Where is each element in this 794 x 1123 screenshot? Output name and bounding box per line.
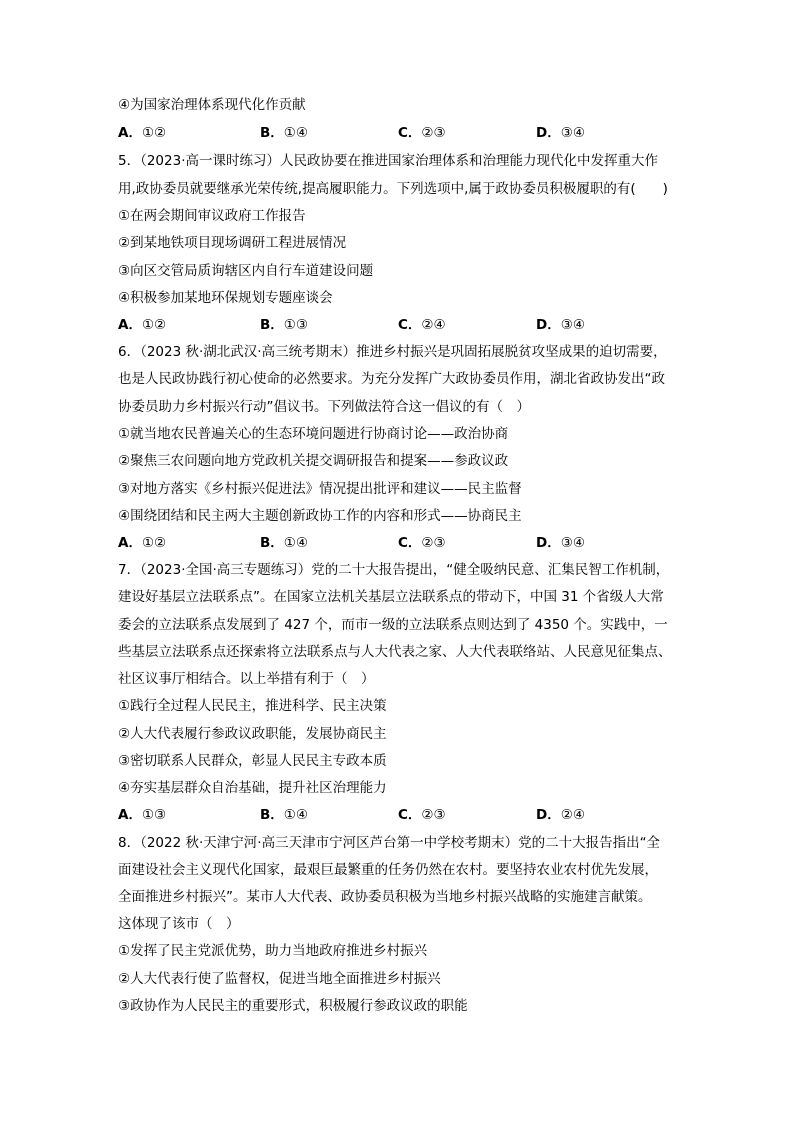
text-line: 也是人民政协践行初心使命的必然要求。为充分发挥广大政协委员作用，湖北省政协发出“政: [118, 371, 665, 387]
choice-1: ①在两会期间审议政府工作报告: [118, 208, 306, 224]
choice-4: ④积极参加某地环保规划专题座谈会: [118, 290, 333, 306]
text-line: 社区议事厅相结合。以上举措有利于（ ）: [118, 671, 375, 687]
question-6-stem: 6．（2023 秋·湖北武汉·高三统考期末）推进乡村振兴是巩固拓展脱贫攻坚成果的迫切需要，: [118, 344, 667, 360]
option-c: C．②③: [398, 125, 446, 141]
choice-4: ④夯实基层群众自治基础，提升社区治理能力: [118, 780, 387, 796]
option-c: C．②③: [398, 535, 446, 551]
choice-3: ③政协作为人民民主的重要形式，积极履行参政议政的职能: [118, 998, 468, 1014]
choice-1: ①践行全过程人民民主，推进科学、民主决策: [118, 698, 387, 714]
text-line: 些基层立法联系点还探索将立法联系点与人大代表之家、人大代表联络站、人民意见征集点、: [118, 644, 672, 660]
choice-3: ③密切联系人民群众，彰显人民民主专政本质: [118, 753, 387, 769]
choice-3: ③向区交管局质询辖区内自行车道建设问题: [118, 263, 374, 279]
choice-2: ②人大代表行使了监督权，促进当地全面推进乡村振兴: [118, 971, 441, 987]
option-a: A．①②: [118, 535, 167, 551]
question-8-stem: 8．（2022 秋·天津宁河·高三天津市宁河区芦台第一中学校考期末）党的二十大报告指出“全: [118, 835, 661, 851]
option-b: B．①③: [260, 317, 309, 333]
answer-options-q6: [118, 534, 678, 552]
text-line: 委会的立法联系点发展到了 427 个，而市一级的立法联系点则达到了 4350 个。实践中，一: [118, 617, 668, 633]
choice-2: ②聚焦三农问题向地方党政机关提交调研报告和提案——参政议政: [118, 453, 509, 469]
choice-1: ①发挥了民主党派优势，助力当地政府推进乡村振兴: [118, 943, 428, 959]
option-b: B．①④: [260, 807, 309, 823]
choice-4: ④围绕团结和民主两大主题创新政协工作的内容和形式——协商民主: [118, 508, 522, 524]
text-line: 建设好基层立法联系点”。在国家立法机关基层立法联系点的带动下，中国 31 个省级人大常: [118, 589, 664, 605]
option-a: A．①②: [118, 125, 167, 141]
option-b: B．①④: [260, 125, 309, 141]
text-line: 协委员助力乡村振兴行动”倡议书。下列做法符合这一倡议的有（ ）: [118, 399, 530, 415]
choice-2: ②到某地铁项目现场调研工程进展情况: [118, 235, 347, 251]
option-d: D．③④: [536, 125, 585, 141]
answer-options-q5: [118, 316, 678, 334]
text-line: 面建设社会主义现代化国家，最艰巨最繁重的任务仍然在农村。要坚持农业农村优先发展，: [118, 862, 658, 878]
choice-1: ①就当地农民普遍关心的生态环境问题进行协商讨论——政治协商: [118, 426, 509, 442]
choice-3: ③对地方落实《乡村振兴促进法》情况提出批评和建议——民主监督: [118, 481, 522, 497]
text-line: 全面推进乡村振兴”。某市人大代表、政协委员积极为当地乡村振兴战略的实施建言献策。: [118, 889, 652, 905]
text-line: ④为国家治理体系现代化作贡献: [118, 97, 306, 113]
option-b: B．①④: [260, 535, 309, 551]
option-a: A．①③: [118, 807, 167, 823]
option-c: C．②④: [398, 317, 446, 333]
answer-options-q7: [118, 806, 678, 824]
question-7-stem: 7．（2023·全国·高三专题练习）党的二十大报告提出，“健全吸纳民意、汇集民智工作机制，: [118, 562, 670, 578]
text-line: 这体现了该市（ ）: [118, 916, 240, 932]
text-line: 用,政协委员就要继承光荣传统,提高履职能力。下列选项中,属于政协委员积极履职的有( ): [118, 181, 668, 197]
option-d: D．③④: [536, 317, 585, 333]
option-c: C．②③: [398, 807, 446, 823]
answer-options-q4: [118, 124, 678, 142]
choice-2: ②人大代表履行参政议政职能，发展协商民主: [118, 726, 387, 742]
question-5-stem: 5．（2023·高一课时练习）人民政协要在推进国家治理体系和治理能力现代化中发挥重大作: [118, 153, 658, 169]
option-d: D．③④: [536, 535, 585, 551]
option-a: A．①②: [118, 317, 167, 333]
option-d: D．②④: [536, 807, 585, 823]
